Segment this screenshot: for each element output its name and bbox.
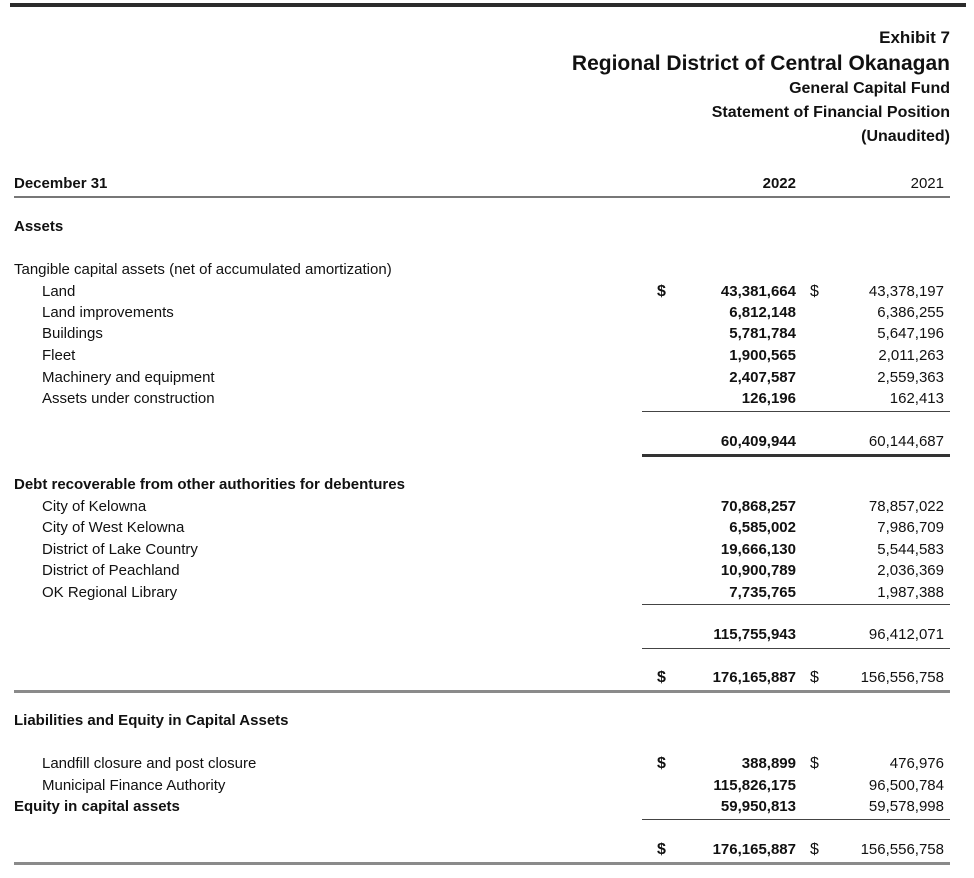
row-label: OK Regional Library (42, 584, 178, 601)
currency-symbol: $ (657, 755, 666, 772)
row-label: Landfill closure and post closure (42, 755, 257, 772)
value-2021: 5,544,583 (877, 541, 944, 558)
fund-name: General Capital Fund (789, 80, 950, 97)
exhibit-label: Exhibit 7 (879, 28, 950, 47)
assets-heading: Assets (14, 218, 64, 235)
value-2021: 96,500,784 (868, 777, 944, 794)
currency-symbol: $ (810, 669, 819, 686)
currency-symbol: $ (657, 669, 666, 686)
row-label: City of Kelowna (42, 498, 147, 515)
row-label: District of Lake Country (42, 541, 198, 558)
value-2021: 43,378,197 (868, 283, 944, 300)
value-2021: 1,987,388 (877, 584, 944, 601)
debt-heading: Debt recoverable from other authorities for debentures (14, 476, 405, 493)
value-2022: 388,899 (741, 755, 796, 772)
value-2022: 70,868,257 (720, 498, 796, 515)
value-2021: 2,011,263 (878, 347, 944, 364)
row-label: Fleet (42, 347, 76, 364)
row-label: District of Peachland (42, 562, 180, 579)
total-2022: 176,165,887 (712, 841, 796, 858)
value-2022: 59,950,813 (720, 798, 796, 815)
value-2021: 2,036,369 (877, 562, 944, 579)
top-border-rule (10, 3, 966, 7)
value-2022: 19,666,130 (720, 541, 796, 558)
value-2022: 5,781,784 (729, 325, 796, 342)
row-label: City of West Kelowna (42, 519, 185, 536)
organization-title: Regional District of Central Okanagan (571, 52, 950, 75)
currency-symbol: $ (810, 841, 819, 858)
total-2021: 156,556,758 (860, 841, 944, 858)
value-2022: 126,196 (741, 390, 796, 407)
subtotal-2022: 115,755,943 (713, 626, 796, 643)
value-2022: 2,407,587 (729, 369, 796, 386)
subtotal-rule (642, 604, 950, 605)
subtotal-rule (642, 819, 950, 820)
row-label: Equity in capital assets (14, 798, 180, 815)
value-2021: 162,413 (889, 390, 944, 407)
value-2021: 59,578,998 (868, 798, 944, 815)
value-2022: 1,900,565 (729, 347, 796, 364)
subtotal-rule (642, 411, 950, 412)
value-2022: 43,381,664 (720, 283, 796, 300)
value-2021: 5,647,196 (877, 325, 944, 342)
value-2021: 6,386,255 (877, 304, 944, 321)
row-label: Machinery and equipment (42, 369, 215, 386)
row-label: Buildings (42, 325, 103, 342)
subtotal-double-rule (642, 454, 950, 457)
liabilities-heading: Liabilities and Equity in Capital Assets (14, 712, 289, 729)
section-total-rule (14, 690, 950, 693)
audit-status: (Unaudited) (861, 128, 950, 145)
currency-symbol: $ (657, 283, 666, 300)
header-underline (14, 196, 950, 198)
value-2022: 115,826,175 (713, 777, 796, 794)
date-column-header: December 31 (14, 175, 108, 192)
value-2021: 78,857,022 (868, 498, 944, 515)
subtotal-rule (642, 648, 950, 649)
statement-title: Statement of Financial Position (711, 104, 950, 121)
row-label: Municipal Finance Authority (42, 777, 226, 794)
row-label: Assets under construction (42, 390, 215, 407)
year-2022-header: 2022 (762, 175, 796, 192)
total-2022: 176,165,887 (712, 669, 796, 686)
total-2021: 156,556,758 (860, 669, 944, 686)
tca-heading: Tangible capital assets (net of accumulated amortization) (14, 261, 392, 278)
value-2022: 7,735,765 (729, 584, 796, 601)
value-2022: 6,585,002 (729, 519, 796, 536)
value-2022: 10,900,789 (720, 562, 796, 579)
currency-symbol: $ (810, 755, 819, 772)
value-2022: 6,812,148 (729, 304, 796, 321)
currency-symbol: $ (657, 841, 666, 858)
subtotal-2022: 60,409,944 (720, 433, 796, 450)
currency-symbol: $ (810, 283, 819, 300)
year-2021-header: 2021 (910, 175, 944, 192)
subtotal-2021: 96,412,071 (868, 626, 944, 643)
subtotal-2021: 60,144,687 (868, 433, 944, 450)
row-label: Land improvements (42, 304, 174, 321)
row-label: Land (42, 283, 76, 300)
value-2021: 476,976 (889, 755, 944, 772)
value-2021: 2,559,363 (877, 369, 944, 386)
value-2021: 7,986,709 (877, 519, 944, 536)
section-total-rule (14, 862, 950, 865)
